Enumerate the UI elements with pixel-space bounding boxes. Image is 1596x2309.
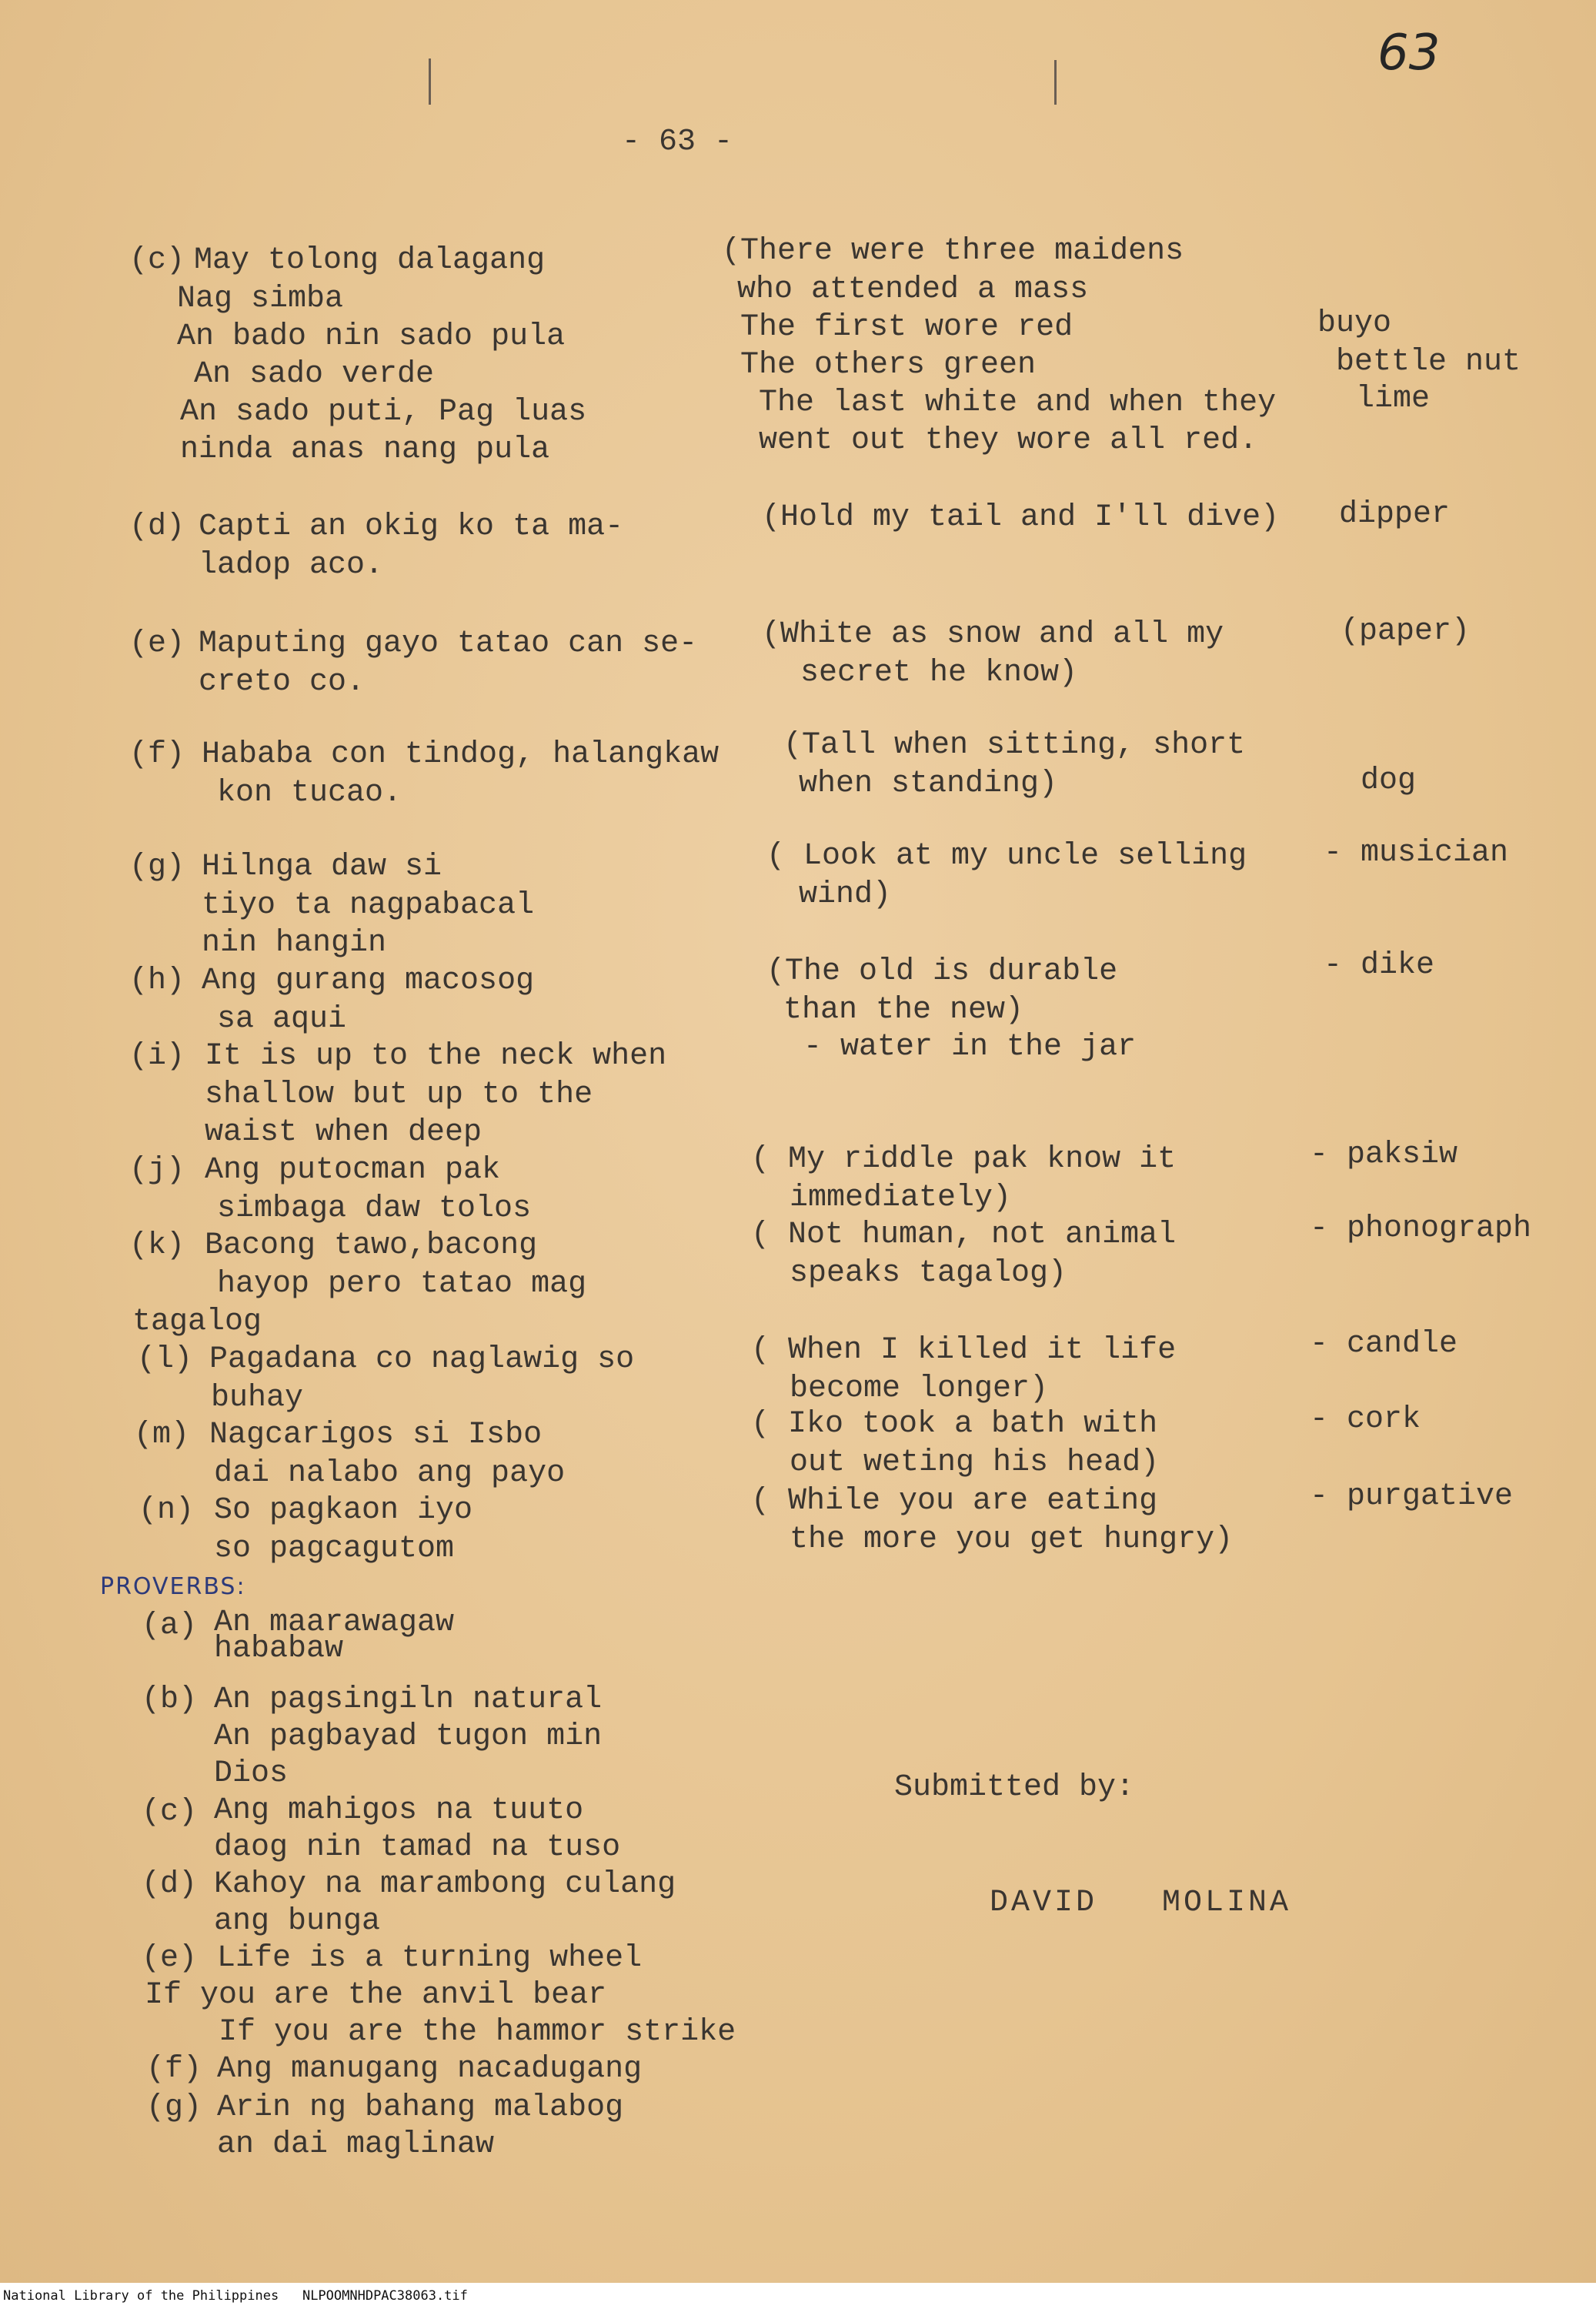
riddle-local-line: Hilnga daw si xyxy=(202,850,442,884)
riddle-local-line: nin hangin xyxy=(202,926,387,961)
riddle-english-line: (Tall when sitting, short xyxy=(783,728,1246,763)
proverb-line: Ang mahigos na tuuto xyxy=(214,1793,584,1828)
riddle-english-line: immediately) xyxy=(790,1181,1012,1215)
pencil-mark xyxy=(1054,60,1057,105)
riddle-label: (c) xyxy=(129,243,185,278)
riddle-english-line: The first wore red xyxy=(740,310,1073,345)
proverb-line: An pagbayad tugon min xyxy=(214,1719,603,1754)
proverb-line: An maarawagaw xyxy=(214,1606,455,1640)
footer-library: National Library of the Philippines xyxy=(3,2288,279,2304)
riddle-english-line: (Hold my tail and I'll dive) xyxy=(762,500,1280,535)
riddle-english-line: ( My riddle pak know it xyxy=(751,1142,1177,1177)
proverb-line: hababaw xyxy=(214,1632,344,1666)
riddle-english-line: wind) xyxy=(799,877,892,912)
riddle-english-line: (White as snow and all my xyxy=(762,617,1224,652)
riddle-local-line: Hababa con tindog, halangkaw xyxy=(202,737,720,772)
riddle-label: (e) xyxy=(129,627,185,661)
proverb-line: ang bunga xyxy=(214,1904,381,1939)
riddle-local-line: An bado nin sado pula xyxy=(177,319,566,354)
riddle-local-line: shallow but up to the xyxy=(205,1078,593,1112)
proverb-line: Dios xyxy=(214,1756,289,1791)
riddle-local-line: Ang putocman pak xyxy=(205,1153,501,1188)
riddle-local-line: Nag simba xyxy=(177,282,344,316)
riddle-english-line: The others green xyxy=(740,348,1037,383)
riddle-answer: dog xyxy=(1361,764,1417,798)
proverb-label: (d) xyxy=(142,1867,198,1902)
proverb-line: Arin ng bahang malabog xyxy=(217,2090,624,2125)
riddle-local-line: simbaga daw tolos xyxy=(217,1191,532,1226)
riddle-label: (j) xyxy=(129,1153,185,1188)
riddle-label: (g) xyxy=(129,850,185,884)
proverb-line: Ang manugang nacadugang xyxy=(217,2052,643,2087)
riddle-english-line: who attended a mass xyxy=(737,272,1089,307)
proverb-line: Kahoy na marambong culang xyxy=(214,1867,676,1902)
riddle-local-line: creto co. xyxy=(199,665,366,700)
riddle-local-line: Nagcarigos si Isbo xyxy=(209,1418,543,1452)
riddle-english-line: become longer) xyxy=(790,1372,1049,1406)
proverb-line: If you are the hammor strike xyxy=(219,2015,736,2050)
riddle-english-line: than the new) xyxy=(783,993,1024,1028)
riddle-label: (k) xyxy=(129,1228,185,1263)
riddle-local-line: sa aqui xyxy=(217,1002,347,1037)
riddle-answer: - phonograph xyxy=(1310,1211,1532,1246)
proverb-line: daog nin tamad na tuso xyxy=(214,1830,621,1865)
riddle-answer: - dike xyxy=(1324,948,1435,983)
riddle-local-line: kon tucao. xyxy=(217,776,402,810)
proverb-label: (a) xyxy=(142,1609,198,1643)
riddle-english-line: when standing) xyxy=(799,767,1058,801)
riddle-label: (n) xyxy=(139,1493,195,1528)
submitted-by-name: DAVID MOLINA xyxy=(990,1886,1292,1920)
riddle-local-line: buhay xyxy=(211,1381,304,1415)
riddle-english-line: ( Iko took a bath with xyxy=(751,1407,1158,1442)
proverbs-heading: PROVERBS: xyxy=(100,1573,246,1600)
riddle-local-line: tiyo ta nagpabacal xyxy=(202,888,535,923)
riddle-english-line: the more you get hungry) xyxy=(790,1522,1234,1557)
riddle-answer: - paksiw xyxy=(1310,1138,1458,1172)
riddle-label: (f) xyxy=(129,737,185,772)
riddle-local-line: An sado verde xyxy=(194,357,435,392)
proverb-label: (g) xyxy=(146,2090,202,2125)
riddle-label: (d) xyxy=(129,510,185,544)
riddle-english-line: (There were three maidens xyxy=(722,234,1184,269)
footer-filename: NLPOOMNHDPAC38063.tif xyxy=(302,2288,468,2304)
pencil-mark xyxy=(429,58,431,105)
proverb-line: Life is a turning wheel xyxy=(217,1941,643,1976)
riddle-local-line: hayop pero tatao mag xyxy=(217,1267,587,1302)
riddle-local-line: ladop aco. xyxy=(199,548,384,583)
riddle-local-line: Capti an okig ko ta ma- xyxy=(199,510,624,544)
riddle-label: (l) xyxy=(137,1342,193,1377)
riddle-answer: - musician xyxy=(1324,836,1509,870)
riddle-answer: dipper xyxy=(1339,497,1451,532)
riddle-english-line: ( Not human, not animal xyxy=(751,1218,1177,1252)
proverb-label: (b) xyxy=(142,1682,198,1717)
riddle-english-line: secret he know) xyxy=(800,656,1078,690)
riddle-local-line: It is up to the neck when xyxy=(205,1039,667,1074)
scan-footer xyxy=(0,2283,1596,2309)
riddle-local-line: Ang gurang macosog xyxy=(202,964,535,998)
riddle-english-line: went out they wore all red. xyxy=(759,423,1258,458)
riddle-local-line: May tolong dalagang xyxy=(194,243,546,278)
riddle-english-line: ( While you are eating xyxy=(751,1484,1158,1519)
riddle-local-line: Bacong tawo,bacong xyxy=(205,1228,538,1263)
riddle-english-line: (The old is durable xyxy=(766,954,1118,989)
riddle-label: (m) xyxy=(134,1418,190,1452)
submitted-by-label: Submitted by: xyxy=(894,1770,1135,1805)
proverb-line: an dai maglinaw xyxy=(217,2127,495,2162)
riddle-answer: buyo xyxy=(1317,306,1392,341)
riddle-answer: - purgative xyxy=(1310,1479,1514,1514)
page-header: - 63 - xyxy=(622,125,733,159)
riddle-label: (i) xyxy=(129,1039,185,1074)
proverb-label: (c) xyxy=(142,1795,198,1829)
riddle-english-line: - water in the jar xyxy=(803,1030,1137,1064)
proverb-line: If you are the anvil bear xyxy=(145,1978,607,2013)
riddle-answer: lime xyxy=(1356,382,1431,416)
riddle-answer: (paper) xyxy=(1341,614,1471,649)
handwritten-page-number: 63 xyxy=(1377,25,1441,82)
proverb-line: An pagsingiln natural xyxy=(214,1682,603,1717)
riddle-local-line: so pagcagutom xyxy=(214,1532,455,1566)
riddle-english-line: The last white and when they xyxy=(759,386,1277,420)
proverb-label: (e) xyxy=(142,1941,198,1976)
riddle-local-line: An sado puti, Pag luas xyxy=(180,395,587,429)
riddle-answer: bettle nut xyxy=(1336,345,1521,379)
riddle-local-line: tagalog xyxy=(132,1305,262,1339)
riddle-local-line: waist when deep xyxy=(205,1115,482,1150)
riddle-local-line: Maputing gayo tatao can se- xyxy=(199,627,698,661)
riddle-local-line: Pagadana co naglawig so xyxy=(209,1342,635,1377)
riddle-local-line: ninda anas nang pula xyxy=(180,433,550,467)
riddle-answer: - cork xyxy=(1310,1402,1421,1437)
riddle-local-line: dai nalabo ang payo xyxy=(214,1456,566,1491)
riddle-english-line: out weting his head) xyxy=(790,1445,1160,1480)
riddle-local-line: So pagkaon iyo xyxy=(214,1493,473,1528)
proverb-label: (f) xyxy=(146,2052,202,2087)
riddle-answer: - candle xyxy=(1310,1327,1458,1362)
riddle-english-line: ( Look at my uncle selling xyxy=(766,839,1247,874)
riddle-english-line: ( When I killed it life xyxy=(751,1333,1177,1368)
riddle-english-line: speaks tagalog) xyxy=(790,1256,1067,1291)
riddle-label: (h) xyxy=(129,964,185,998)
